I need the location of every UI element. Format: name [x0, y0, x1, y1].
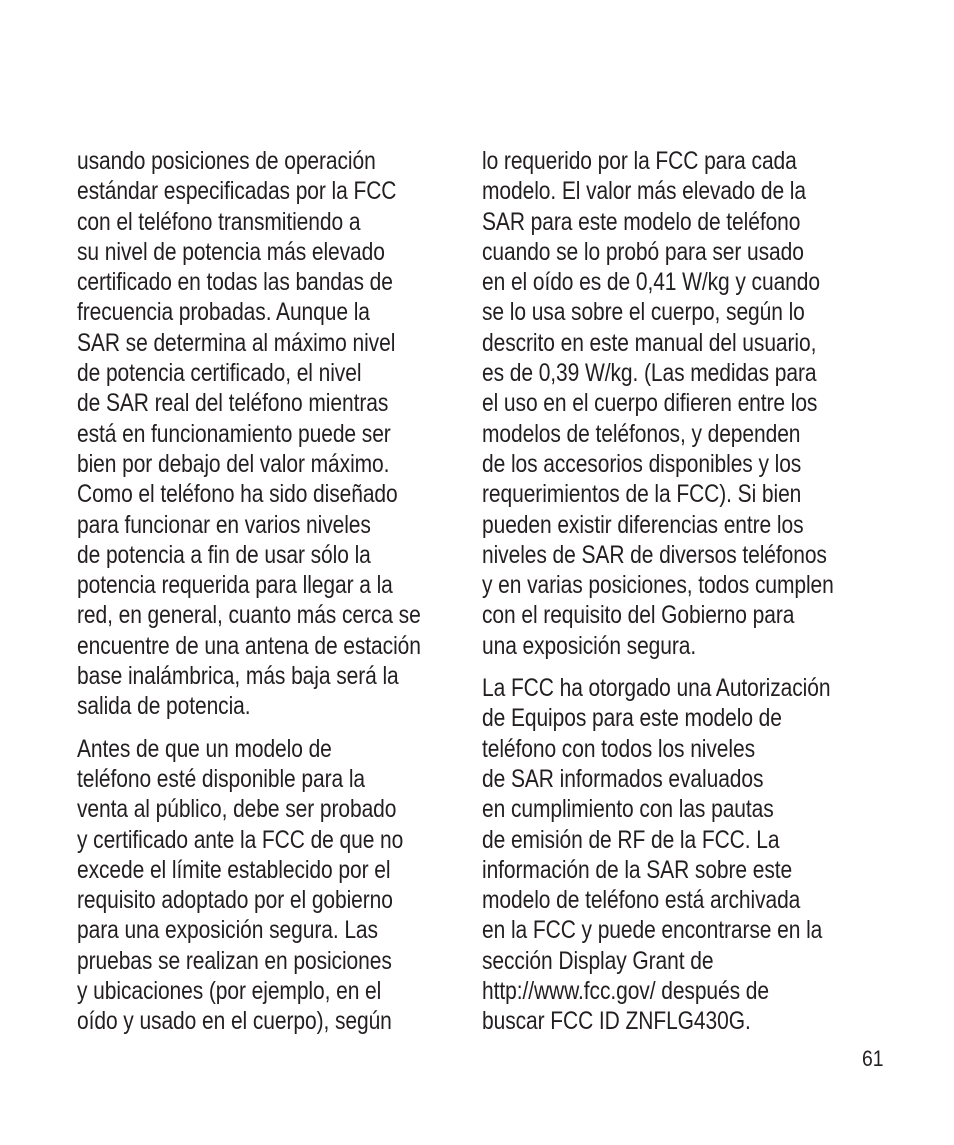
left-paragraph-1: [77, 146, 457, 722]
text-line: y certificado ante la FCC de que no: [77, 825, 404, 854]
text-line: certificado en todas las bandas de: [77, 268, 393, 297]
text-line: el uso en el cuerpo difieren entre los: [482, 389, 818, 418]
text-line: requerimientos de la FCC). Si bien: [482, 480, 802, 509]
text-line: una exposición segura.: [482, 631, 697, 660]
right-paragraph-2: [482, 673, 882, 1037]
text-line: es de 0,39 W/kg. (Las medidas para: [482, 359, 817, 388]
text-line: Como el teléfono ha sido diseñado: [77, 480, 398, 509]
text-line: en el oído es de 0,41 W/kg y cuando: [482, 268, 820, 297]
text-line: de potencia certificado, el nivel: [77, 359, 362, 388]
text-line: excede el límite establecido por el: [77, 855, 391, 884]
text-line: en cumplimiento con las pautas: [482, 795, 774, 824]
text-line: Antes de que un modelo de: [77, 734, 332, 763]
text-line: lo requerido por la FCC para cada: [482, 147, 797, 175]
text-line: niveles de SAR de diversos teléfonos: [482, 540, 827, 569]
right-column: [482, 146, 882, 1049]
text-line: SAR se determina al máximo nivel: [77, 328, 396, 357]
text-line: pueden existir diferencias entre los: [482, 510, 804, 539]
text-line: en la FCC y puede encontrarse en la: [482, 916, 823, 945]
text-line: y ubicaciones (por ejemplo, en el: [77, 977, 382, 1006]
text-line: con el requisito del Gobierno para: [482, 601, 795, 630]
text-line: requisito adoptado por el gobierno: [77, 886, 393, 915]
text-line: encuentre de una antena de estación: [77, 631, 421, 660]
text-line: red, en general, cuanto más cerca se: [77, 601, 421, 630]
text-line: venta al público, debe ser probado: [77, 795, 397, 824]
text-line: modelos de teléfonos, y dependen: [482, 419, 801, 448]
text-line: frecuencia probadas. Aunque la: [77, 298, 370, 327]
text-line: oído y usado en el cuerpo), según: [77, 1007, 392, 1036]
text-line: de SAR real del teléfono mientras: [77, 389, 389, 418]
text-line: de los accesorios disponibles y los: [482, 449, 802, 478]
text-line: para funcionar en varios niveles: [77, 510, 371, 539]
text-line: sección Display Grant de: [482, 946, 714, 975]
text-line: y en varias posiciones, todos cumplen: [482, 571, 834, 600]
text-line: para una exposición segura. Las: [77, 916, 378, 945]
text-line: información de la SAR sobre este: [482, 855, 793, 884]
text-line: bien por debajo del valor máximo.: [77, 449, 390, 478]
left-paragraph-2: [77, 734, 457, 1037]
text-line: modelo de teléfono está archivada: [482, 886, 801, 915]
text-line: modelo. El valor más elevado de la: [482, 177, 806, 206]
text-line: estándar especificadas por la FCC: [77, 177, 397, 206]
text-line: base inalámbrica, más baja será la: [77, 662, 399, 691]
text-line: http://www.fcc.gov/ después de: [482, 977, 769, 1006]
text-line: La FCC ha otorgado una Autorización: [482, 674, 831, 703]
text-line: teléfono con todos los niveles: [482, 734, 755, 763]
text-line: cuando se lo probó para ser usado: [482, 237, 804, 266]
text-line: potencia requerida para llegar a la: [77, 571, 393, 600]
text-line: SAR para este modelo de teléfono: [482, 207, 801, 236]
text-line: teléfono esté disponible para la: [77, 764, 366, 793]
text-line: usando posiciones de operación: [77, 147, 376, 175]
text-line: buscar FCC ID ZNFLG430G.: [482, 1007, 751, 1036]
text-line: su nivel de potencia más elevado: [77, 237, 385, 266]
text-line: de Equipos para este modelo de: [482, 704, 782, 733]
text-line: se lo usa sobre el cuerpo, según lo: [482, 298, 805, 327]
left-column: [77, 146, 457, 1049]
right-paragraph-1: [482, 146, 882, 661]
text-line: de emisión de RF de la FCC. La: [482, 825, 780, 854]
text-line: con el teléfono transmitiendo a: [77, 207, 361, 236]
text-line: pruebas se realizan en posiciones: [77, 946, 392, 975]
text-line: descrito en este manual del usuario,: [482, 328, 817, 357]
text-line: salida de potencia.: [77, 692, 251, 721]
text-line: está en funcionamiento puede ser: [77, 419, 391, 448]
text-line: de SAR informados evaluados: [482, 764, 764, 793]
page-number: 61: [862, 1046, 884, 1071]
text-line: de potencia a fin de usar sólo la: [77, 540, 371, 569]
